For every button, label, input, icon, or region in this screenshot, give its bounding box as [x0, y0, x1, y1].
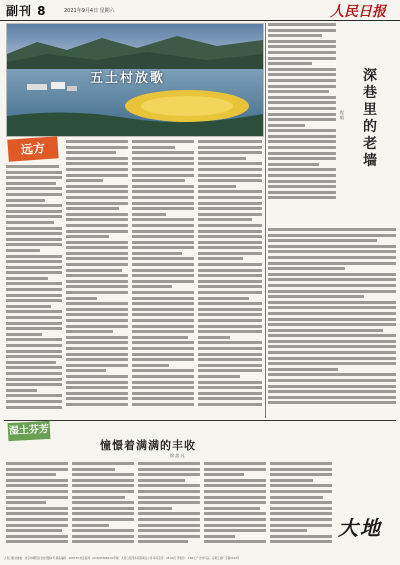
issue-date: 2021年9月4日 星期六	[64, 8, 115, 14]
essay-author: 徐 思 凡	[170, 453, 185, 458]
column-title: 深巷里的老墙	[363, 68, 377, 169]
feature-text-col-1	[6, 165, 62, 420]
section-brand-dadi: 大地	[338, 516, 382, 540]
column-text-bottom	[268, 228, 396, 418]
masthead-logo: 人民日报	[330, 4, 386, 20]
section-stamp-remote: 远方	[7, 136, 58, 161]
essay-text-col-4	[204, 462, 266, 552]
feature-text-col-2	[66, 140, 128, 420]
column-text-top	[268, 23, 336, 223]
footer-imprint: 人民日报社地址：北京市朝阳区金台西路2号 邮政编码：100733 电话查询：(010)65368114 印刷：人民日报印务有限责任公司 每月定价：24.00元 零售价：1.50元 广告许可证：京朝工商广字第0123号	[4, 557, 240, 560]
essay-text-col-2	[72, 462, 134, 552]
essay-title: 憧憬着满满的丰收	[100, 439, 196, 452]
column-divider	[265, 23, 266, 418]
column-byline: 程 韬	[340, 110, 344, 120]
feature-text-col-4	[198, 140, 262, 420]
section-stamp-earth: 湿土芬芳	[8, 421, 51, 441]
essay-text-col-3	[138, 462, 200, 552]
edition-label: 副刊 8	[6, 4, 47, 18]
feature-title: 五土村放歌	[90, 71, 166, 86]
essay-text-col-1	[6, 462, 68, 552]
section-divider	[4, 420, 396, 421]
feature-text-col-3	[132, 140, 194, 420]
essay-text-col-5	[270, 462, 332, 552]
